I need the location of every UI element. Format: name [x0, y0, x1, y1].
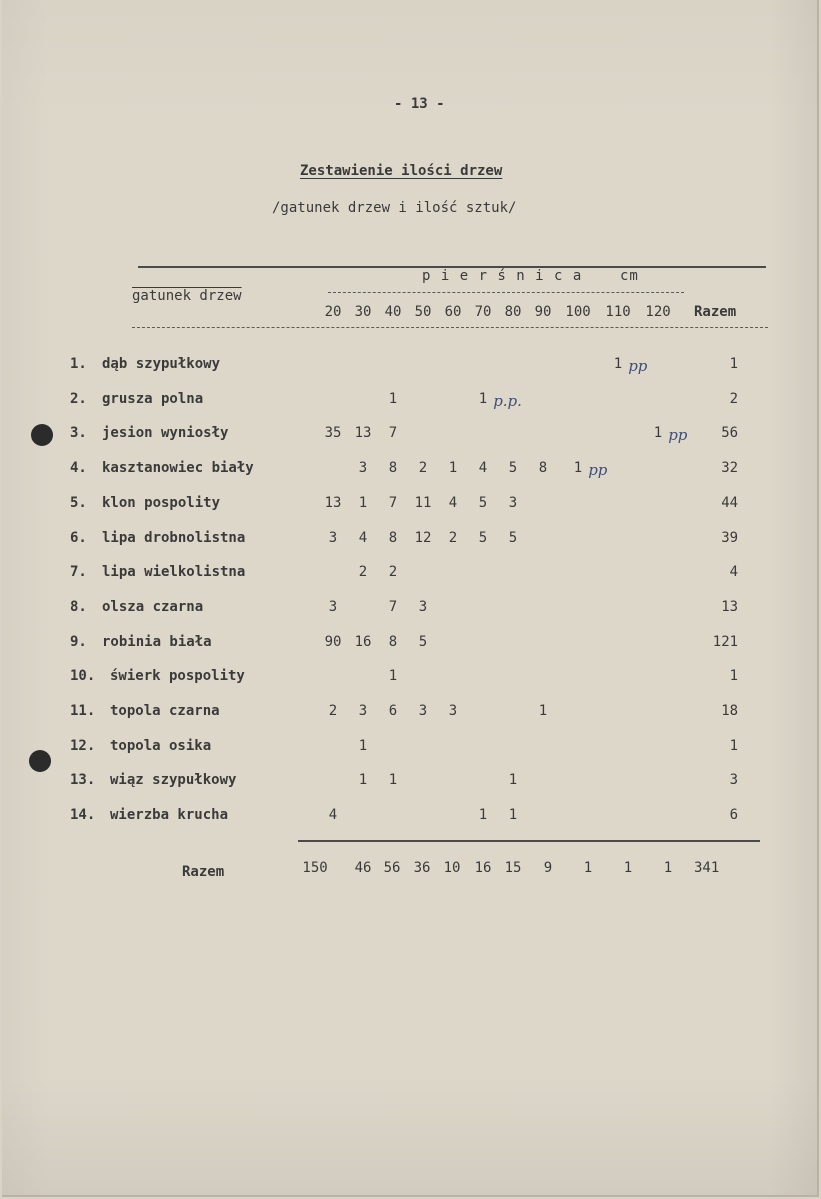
column-header-30: 30 [354, 304, 372, 320]
count-cell-40: 6 [388, 703, 398, 719]
species-name: kasztanowiec biały [102, 460, 254, 477]
count-cell-40: 8 [388, 460, 398, 477]
species-name: dąb szypułkowy [102, 356, 221, 372]
count-cell-80: 5 [508, 529, 518, 546]
column-header-110: 110 [605, 304, 631, 320]
row-total: 1 [729, 668, 739, 685]
count-cell-50: 2 [418, 460, 428, 477]
count-cell-30: 3 [358, 460, 368, 477]
row-total: 56 [721, 425, 739, 442]
row-total: 18 [721, 703, 739, 719]
row-number: 14. [70, 807, 96, 824]
row-total: 1 [729, 737, 739, 754]
column-sum-80: 15 [504, 860, 522, 876]
count-cell-30: 1 [358, 737, 368, 754]
row-number: 6. [70, 529, 87, 546]
column-header-40: 40 [384, 304, 402, 320]
column-header-50: 50 [414, 304, 432, 320]
row-number: 4. [70, 460, 87, 477]
row-number: 10. [70, 668, 96, 685]
count-cell-60: 1 [448, 460, 458, 477]
count-cell-30: 13 [354, 425, 372, 442]
species-name: topola czarna [110, 703, 220, 719]
species-name: jesion wyniosły [102, 425, 229, 442]
count-cell-110: 1 [613, 356, 623, 372]
column-header-60: 60 [444, 304, 462, 320]
species-name: olsza czarna [102, 598, 204, 615]
column-sum-120: 1 [663, 860, 673, 876]
count-cell-60: 4 [448, 494, 458, 511]
species-name: klon pospolity [102, 494, 221, 511]
count-cell-40: 7 [388, 598, 398, 615]
count-cell-30: 2 [358, 564, 368, 581]
column-sum-50: 36 [413, 860, 431, 876]
count-cell-30: 1 [358, 494, 368, 511]
count-cell-30: 3 [358, 703, 368, 719]
count-cell-90: 1 [538, 703, 548, 719]
document-page [2, 0, 819, 1197]
count-cell-100: 1 [573, 460, 583, 477]
column-header-90: 90 [534, 304, 552, 320]
species-name: robinia biała [102, 633, 212, 650]
count-cell-40: 8 [388, 529, 398, 546]
count-cell-70: 1 [478, 807, 488, 824]
count-cell-30: 16 [354, 633, 372, 650]
table-bottom-rule [298, 840, 760, 842]
count-cell-20: 3 [328, 529, 338, 546]
row-number: 5. [70, 494, 87, 511]
row-total: 6 [729, 807, 739, 824]
column-header-70: 70 [474, 304, 492, 320]
count-cell-40: 7 [388, 425, 398, 442]
count-cell-50: 3 [418, 703, 428, 719]
column-sum-100: 1 [583, 860, 593, 876]
handwritten-note: p.p. [493, 391, 522, 410]
row-total: 13 [721, 598, 739, 615]
count-cell-20: 35 [324, 425, 342, 442]
column-header-120: 120 [645, 304, 671, 320]
column-sum-90: 9 [543, 860, 553, 876]
species-name: lipa wielkolistna [102, 564, 246, 581]
count-cell-70: 1 [478, 390, 488, 407]
count-cell-70: 4 [478, 460, 488, 477]
row-total: 39 [721, 529, 739, 546]
column-sum-20: 150 [302, 860, 328, 876]
row-number: 3. [70, 425, 87, 442]
count-cell-20: 4 [328, 807, 338, 824]
species-name: topola osika [110, 737, 212, 754]
column-sum-30: 46 [354, 860, 372, 876]
punch-hole-upper [31, 424, 53, 446]
diameter-header: p i e r ś n i c a cm [422, 268, 639, 284]
count-cell-50: 5 [418, 633, 428, 650]
species-name: grusza polna [102, 390, 204, 407]
count-cell-40: 8 [388, 633, 398, 650]
count-cell-90: 8 [538, 460, 548, 477]
species-name: wiąz szypułkowy [110, 772, 237, 789]
count-cell-50: 12 [414, 529, 432, 546]
species-name: świerk pospolity [110, 668, 245, 685]
sum-row-label: Razem [182, 864, 225, 880]
row-number: 13. [70, 772, 96, 789]
document-title: Zestawienie ilości drzew [300, 163, 503, 179]
count-cell-20: 3 [328, 598, 338, 615]
species-name: wierzba krucha [110, 807, 229, 824]
grand-total: 341 [694, 860, 720, 876]
count-cell-20: 2 [328, 703, 338, 719]
row-number: 11. [70, 703, 96, 719]
row-number: 1. [70, 356, 87, 372]
count-cell-50: 3 [418, 598, 428, 615]
row-total: 121 [712, 633, 739, 650]
total-column-header: Razem [694, 304, 737, 320]
row-total: 32 [721, 460, 739, 477]
row-total: 2 [729, 390, 739, 407]
count-cell-40: 1 [388, 772, 398, 789]
row-number: 2. [70, 390, 87, 407]
species-name: lipa drobnolistna [102, 529, 246, 546]
row-total: 44 [721, 494, 739, 511]
handwritten-note: pp [668, 426, 688, 445]
count-cell-40: 2 [388, 564, 398, 581]
column-sum-110: 1 [623, 860, 633, 876]
count-cell-80: 1 [508, 807, 518, 824]
row-total: 4 [729, 564, 739, 581]
column-sum-60: 10 [443, 860, 461, 876]
count-cell-50: 11 [414, 494, 432, 511]
document-subtitle: /gatunek drzew i ilość sztuk/ [272, 200, 517, 216]
handwritten-note: pp [588, 461, 608, 480]
count-cell-80: 5 [508, 460, 518, 477]
row-number: 12. [70, 737, 96, 754]
count-cell-40: 7 [388, 494, 398, 511]
count-cell-20: 90 [324, 633, 342, 650]
count-cell-60: 2 [448, 529, 458, 546]
row-number: 9. [70, 633, 87, 650]
count-cell-80: 3 [508, 494, 518, 511]
count-cell-30: 1 [358, 772, 368, 789]
count-cell-70: 5 [478, 529, 488, 546]
count-cell-40: 1 [388, 668, 398, 685]
row-number: 8. [70, 598, 87, 615]
count-cell-80: 1 [508, 772, 518, 789]
page-number: - 13 - [394, 96, 445, 112]
header-bottom-rule [132, 327, 768, 328]
column-header-20: 20 [324, 304, 342, 320]
count-cell-120: 1 [653, 425, 663, 442]
count-cell-60: 3 [448, 703, 458, 719]
diameter-header-rule [328, 292, 684, 293]
handwritten-note: pp [628, 357, 648, 375]
count-cell-30: 4 [358, 529, 368, 546]
row-total: 3 [729, 772, 739, 789]
count-cell-20: 13 [324, 494, 342, 511]
column-header-80: 80 [504, 304, 522, 320]
count-cell-40: 1 [388, 390, 398, 407]
row-number: 7. [70, 564, 87, 581]
column-header-100: 100 [565, 304, 591, 320]
species-header: gatunek drzew [132, 288, 242, 304]
column-sum-70: 16 [474, 860, 492, 876]
punch-hole-lower [29, 750, 51, 772]
row-total: 1 [729, 356, 739, 372]
count-cell-70: 5 [478, 494, 488, 511]
column-sum-40: 56 [383, 860, 401, 876]
